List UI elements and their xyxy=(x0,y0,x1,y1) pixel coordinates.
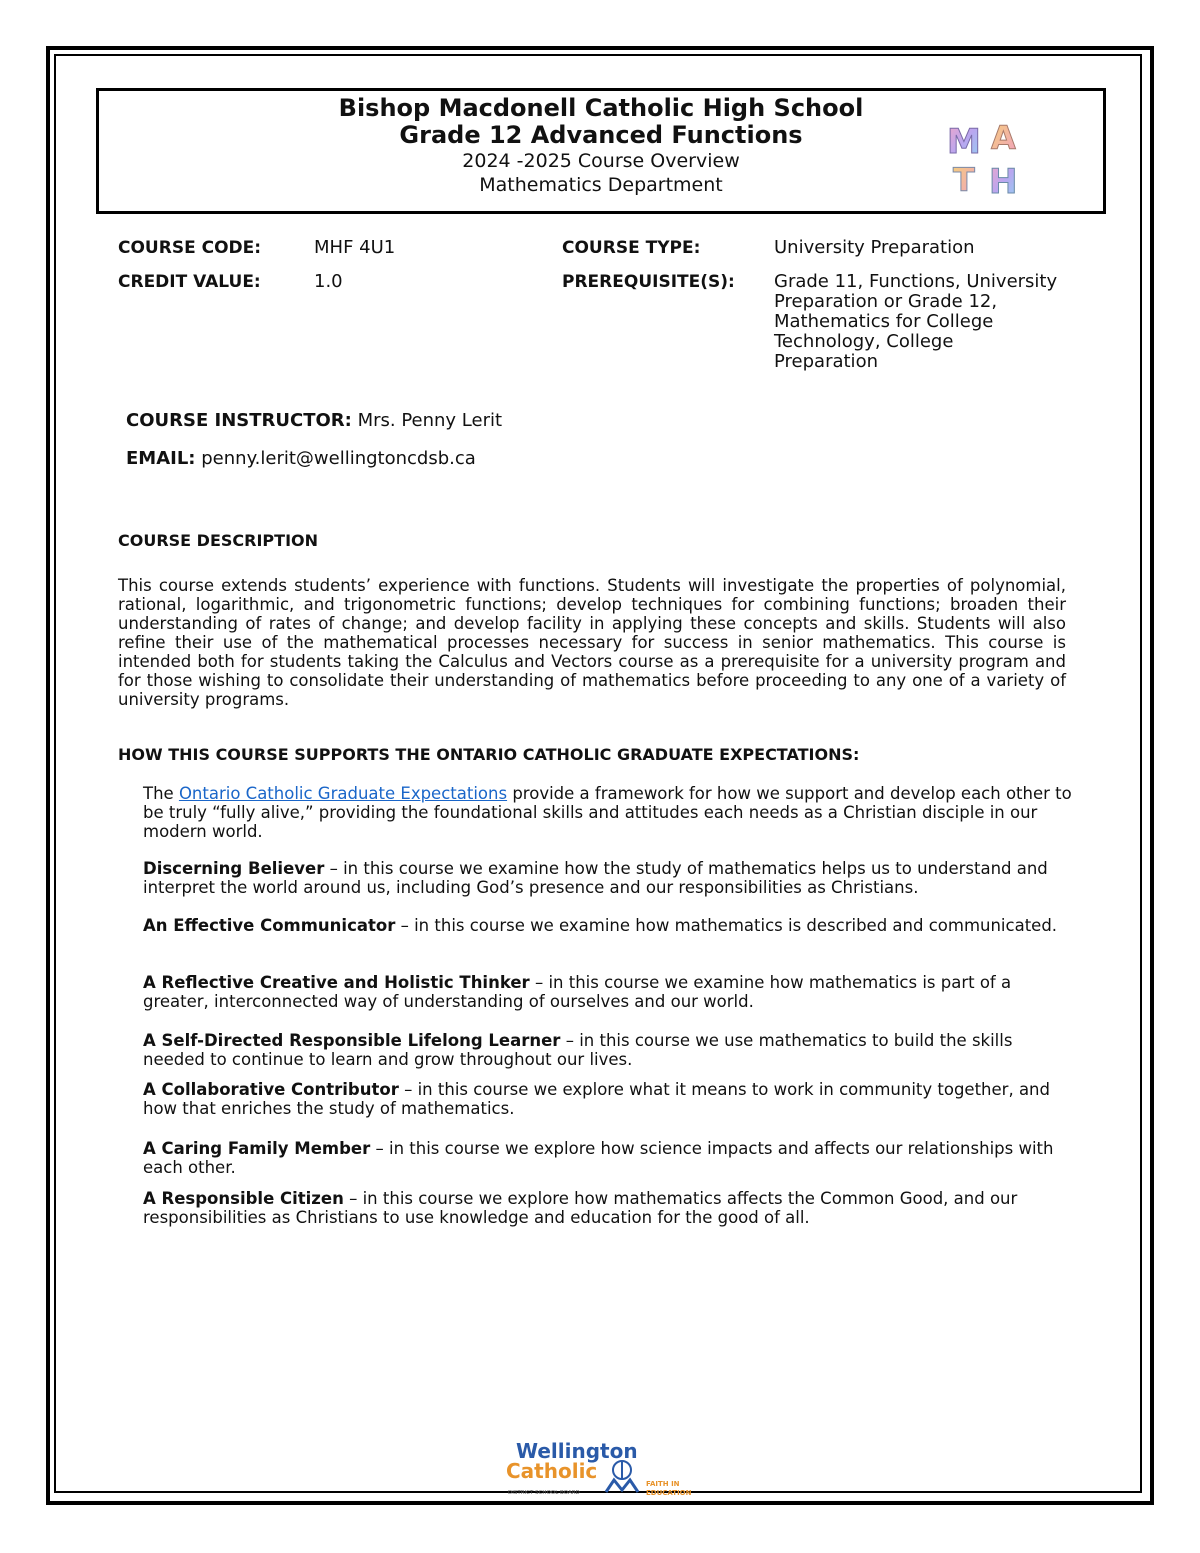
ocge-title: HOW THIS COURSE SUPPORTS THE ONTARIO CATHOLIC GRADUATE EXPECTATIONS: xyxy=(118,745,860,764)
ocge-item-lead: A Collaborative Contributor xyxy=(143,1080,399,1099)
svg-text:M: M xyxy=(947,122,981,162)
prerequisite-line: Grade 11, Functions, University xyxy=(774,271,1058,292)
course-title: Grade 12 Advanced Functions xyxy=(399,121,803,149)
svg-text:H: H xyxy=(989,162,1018,197)
credit-value: 1.0 xyxy=(314,271,343,292)
ocge-item-text: – in this course we explore how science impacts and affects our relationships with each other. xyxy=(143,1139,1054,1177)
ocge-intro-post: provide a framework for how we support and develop each other to be truly “fully alive,” providing the foundational skills and attitudes each needs as a Christian disciple in our modern world. xyxy=(143,784,1072,841)
ocge-item-responsible-citizen xyxy=(143,1189,1073,1227)
ocge-item-lead: A Responsible Citizen xyxy=(143,1189,344,1208)
ocge-item-caring-family-member xyxy=(143,1139,1073,1177)
ocge-item-text: – in this course we examine how mathematics is described and communicated. xyxy=(395,916,1058,935)
ocge-item-lead: A Self-Directed Responsible Lifelong Learner xyxy=(143,1031,561,1050)
ocge-item-text: – in this course we use mathematics to build the skills needed to continue to learn and grow throughout our lives. xyxy=(143,1031,1013,1069)
course-type-value: University Preparation xyxy=(774,237,975,258)
ocge-item-text: – in this course we examine how mathematics is part of a greater, interconnected way of understanding of ourselves and our world. xyxy=(143,973,1012,1011)
ocge-item-effective-communicator xyxy=(143,916,1073,935)
ocge-item-text: – in this course we examine how the study of mathematics helps us to understand and interpret the world around us, including God’s presence and our responsibilities as Christians. xyxy=(143,859,1048,897)
course-code-label: COURSE CODE: xyxy=(118,238,262,258)
ocge-item-lead: An Effective Communicator xyxy=(143,916,396,935)
course-type-label: COURSE TYPE: xyxy=(562,238,701,258)
prerequisite-line: Technology, College xyxy=(774,331,954,352)
ocge-item-text: – in this course we explore how mathematics affects the Common Good, and our responsibilities as Christians to use knowledge and education for the good of all. xyxy=(143,1189,1018,1227)
ocge-item-discerning-believer xyxy=(143,859,1073,897)
prerequisite-label: PREREQUISITE(S): xyxy=(562,272,735,292)
course-code-value: MHF 4U1 xyxy=(314,237,396,258)
course-overview-year: 2024 -2025 Course Overview xyxy=(462,150,740,172)
logo-tag1: FAITH IN xyxy=(646,1480,680,1488)
prerequisite-line: Mathematics for College xyxy=(774,311,994,332)
ocge-intro xyxy=(143,784,1073,841)
instructor-line xyxy=(126,410,502,431)
ocge-item-text: – in this course we explore what it means to work in community together, and how that enriches the study of mathematics. xyxy=(143,1080,1050,1118)
prerequisite-line: Preparation xyxy=(774,351,878,372)
logo-line2: Catholic xyxy=(506,1459,598,1483)
ocge-item-lead: A Reflective Creative and Holistic Thinker xyxy=(143,973,530,992)
ocge-intro-pre: The xyxy=(143,784,179,803)
ocge-item-lead: Discerning Believer xyxy=(143,859,325,878)
credit-value-label: CREDIT VALUE: xyxy=(118,272,261,292)
svg-text:T: T xyxy=(953,161,975,197)
page-border-inner xyxy=(54,54,1142,1493)
instructor-label: COURSE INSTRUCTOR: xyxy=(126,410,352,431)
logo-tag2: EDUCATION xyxy=(646,1489,692,1497)
course-description-title: COURSE DESCRIPTION xyxy=(118,531,319,550)
header-box xyxy=(96,88,1106,214)
ocge-item-collaborative-contributor xyxy=(143,1080,1073,1118)
ocge-item-lifelong-learner xyxy=(143,1031,1073,1069)
instructor-name: Mrs. Penny Lerit xyxy=(357,410,503,431)
prerequisite-line: Preparation or Grade 12, xyxy=(774,291,998,312)
prerequisite-value xyxy=(774,272,1057,372)
wellington-catholic-logo-icon xyxy=(498,1436,708,1500)
school-name: Bishop Macdonell Catholic High School xyxy=(338,94,864,122)
ocge-item-reflective-thinker xyxy=(143,973,1073,1011)
logo-line1: Wellington xyxy=(516,1439,638,1463)
email-line xyxy=(126,448,476,469)
svg-text:A: A xyxy=(991,119,1016,157)
math-logo-icon xyxy=(945,117,1035,197)
course-description-text: This course extends students’ experience with functions. Students will investigate the properties of polynomial, rational, logarithmic, and trigonometric functions; develop techniques for combining functions; broaden their understanding of rates of change; and develop facility in applying these concepts and skills. Students will also refine their use of the mathematical processes necessary for success in senior mathematics. This course is intended both for students taking the Calculus and Vectors course as a prerequisite for a university program and for those wishing to consolidate their understanding of mathematics before proceeding to any one of a variety of university programs. xyxy=(118,576,1066,709)
email-label: EMAIL: xyxy=(126,448,196,469)
ocge-item-lead: A Caring Family Member xyxy=(143,1139,371,1158)
department-name: Mathematics Department xyxy=(479,174,723,196)
email-value: penny.lerit@wellingtoncdsb.ca xyxy=(201,448,476,469)
logo-sub: DISTRICT SCHOOL BOARD xyxy=(508,1490,580,1496)
ocge-link[interactable]: Ontario Catholic Graduate Expectations xyxy=(178,784,508,803)
